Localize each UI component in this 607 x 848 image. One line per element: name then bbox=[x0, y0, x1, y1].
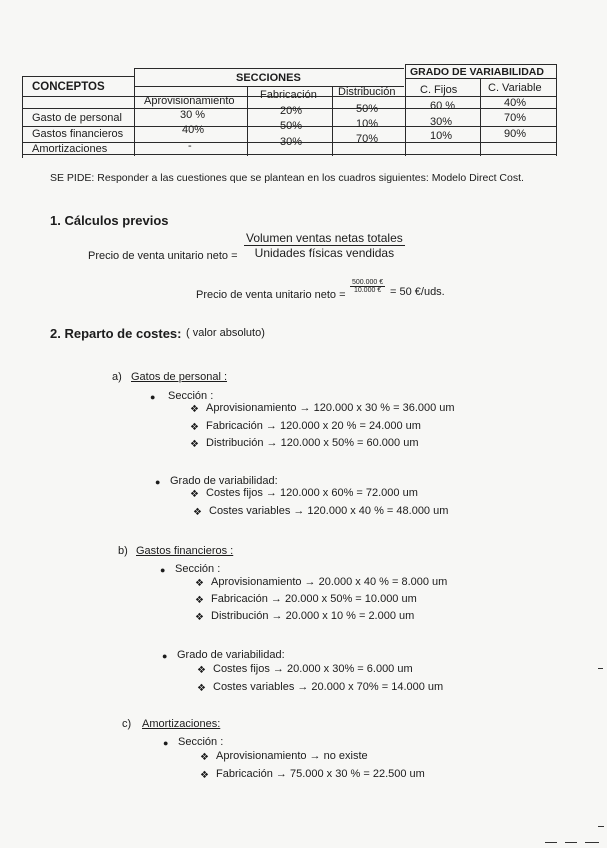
calc-line: Costes fijos → 20.000 x 30% = 6.000 um bbox=[213, 663, 413, 675]
scan-mark bbox=[598, 668, 603, 669]
table-rule bbox=[134, 68, 404, 69]
cost-distribution-table bbox=[22, 62, 557, 162]
calc-line: Aprovisionamiento → 20.000 x 40 % = 8.000 um bbox=[211, 576, 448, 588]
bullet-icon: ● bbox=[155, 477, 161, 487]
header-secciones: SECCIONES bbox=[236, 72, 301, 84]
cell-aprov: 40% bbox=[182, 124, 205, 136]
row-concept: Amortizaciones bbox=[32, 143, 108, 155]
table-rule bbox=[247, 86, 248, 156]
cell-fab: 30% bbox=[280, 136, 303, 148]
scan-mark bbox=[585, 842, 599, 843]
calc-line: Aprovisionamiento → 120.000 x 30 % = 36.000 um bbox=[206, 402, 455, 414]
diamond-bullet-icon: ❖ bbox=[195, 578, 204, 589]
cell-var: 90% bbox=[504, 128, 527, 140]
calc-line: Distribución → 120.000 x 50% = 60.000 um bbox=[206, 437, 419, 449]
grado-label: Grado de variabilidad: bbox=[170, 475, 278, 487]
row-concept: Gasto de personal bbox=[32, 112, 122, 124]
table-rule bbox=[332, 86, 333, 156]
diamond-bullet-icon: ❖ bbox=[197, 683, 206, 694]
section-1-title: 1. Cálculos previos bbox=[50, 213, 169, 228]
seccion-label: Sección : bbox=[178, 736, 224, 748]
table-rule bbox=[22, 76, 23, 158]
cell-aprov: 30 % bbox=[180, 109, 206, 121]
section-2-title: 2. Reparto de costes: bbox=[50, 326, 182, 341]
item-b-label: b) bbox=[118, 545, 128, 557]
table-rule bbox=[405, 78, 557, 79]
formula-denominator: Unidades físicas vendidas bbox=[254, 246, 395, 260]
formula-numerator: Volumen ventas netas totales bbox=[246, 231, 403, 245]
cell-fijos: 60 % bbox=[430, 100, 456, 112]
table-rule bbox=[405, 64, 557, 65]
calc-line: Fabricación → 120.000 x 20 % = 24.000 um bbox=[206, 420, 421, 432]
calc-line: Costes variables → 20.000 x 70% = 14.000 um bbox=[213, 681, 444, 693]
scan-mark bbox=[598, 826, 604, 827]
cell-fijos: 30% bbox=[430, 116, 453, 128]
diamond-bullet-icon: ❖ bbox=[190, 404, 199, 415]
subheader-c-fijos: C. Fijos bbox=[420, 84, 458, 96]
diamond-bullet-icon: ❖ bbox=[200, 752, 209, 763]
bullet-icon: ● bbox=[160, 565, 166, 575]
subheader-aprovisionamiento: Aprovisionamiento bbox=[144, 95, 235, 107]
table-rule bbox=[22, 76, 134, 77]
formula-fraction bbox=[244, 231, 405, 260]
cell-fab: 20% bbox=[280, 105, 303, 117]
calc-line: Distribución → 20.000 x 10 % = 2.000 um bbox=[211, 610, 415, 622]
diamond-bullet-icon: ❖ bbox=[190, 439, 199, 450]
diamond-bullet-icon: ❖ bbox=[197, 665, 206, 676]
item-b-title: Gastos financieros : bbox=[136, 545, 234, 557]
cell-dist: 50% bbox=[356, 103, 379, 115]
section-2-note: ( valor absoluto) bbox=[186, 327, 265, 339]
item-a-label: a) bbox=[112, 371, 122, 383]
diamond-bullet-icon: ❖ bbox=[190, 489, 199, 500]
bullet-icon: ● bbox=[162, 651, 168, 661]
calc-denominator: 10.000 € bbox=[353, 287, 382, 294]
subheader-c-variable: C. Variable bbox=[488, 82, 542, 94]
cell-fab: 50% bbox=[280, 120, 303, 132]
item-c-label: c) bbox=[122, 718, 132, 730]
table-rule bbox=[556, 64, 557, 156]
grado-label: Grado de variabilidad: bbox=[177, 649, 285, 661]
table-rule bbox=[480, 78, 481, 156]
cell-var: 70% bbox=[504, 112, 527, 124]
table-rule bbox=[134, 68, 135, 156]
cell-var: 40% bbox=[504, 97, 527, 109]
calc-line: Costes variables → 120.000 x 40 % = 48.000 um bbox=[209, 505, 449, 517]
cell-fijos: 10% bbox=[430, 130, 453, 142]
bullet-icon: ● bbox=[163, 738, 169, 748]
diamond-bullet-icon: ❖ bbox=[195, 612, 204, 623]
subheader-fabricacion: Fabricación bbox=[260, 89, 317, 101]
calc-numerator: 500.000 € bbox=[352, 279, 384, 286]
calc-line: Fabricación → 75.000 x 30 % = 22.500 um bbox=[216, 768, 425, 780]
table-rule bbox=[405, 64, 406, 156]
diamond-bullet-icon: ❖ bbox=[193, 507, 202, 518]
item-a-title: Gatos de personal : bbox=[131, 371, 228, 383]
cell-dist: 10% bbox=[356, 118, 379, 130]
scan-mark bbox=[565, 842, 577, 843]
bullet-icon: ● bbox=[150, 392, 156, 402]
row-concept: Gastos financieros bbox=[32, 128, 124, 140]
calc-label: Precio de venta unitario neto = bbox=[196, 289, 346, 301]
header-conceptos: CONCEPTOS bbox=[32, 81, 105, 93]
calc-line: Aprovisionamiento → no existe bbox=[216, 750, 368, 762]
diamond-bullet-icon: ❖ bbox=[195, 595, 204, 606]
formula-label: Precio de venta unitario neto = bbox=[88, 250, 238, 262]
cell-dist: 70% bbox=[356, 133, 379, 145]
header-grado-variabilidad: GRADO DE VARIABILIDAD bbox=[410, 66, 544, 78]
calc-fraction bbox=[350, 279, 385, 294]
scan-mark bbox=[545, 842, 557, 843]
diamond-bullet-icon: ❖ bbox=[200, 770, 209, 781]
cell-aprov: - bbox=[188, 140, 192, 152]
seccion-label: Sección : bbox=[175, 563, 221, 575]
calc-line: Fabricación → 20.000 x 50% = 10.000 um bbox=[211, 593, 417, 605]
calc-result: = 50 €/uds. bbox=[390, 286, 445, 298]
item-c-title: Amortizaciones: bbox=[142, 718, 221, 730]
subheader-distribucion: Distribución bbox=[338, 86, 396, 98]
intro-statement: SE PIDE: Responder a las cuestiones que se plantean en los cuadros siguientes: Modelo Direct Cost. bbox=[50, 172, 524, 184]
diamond-bullet-icon: ❖ bbox=[190, 422, 199, 433]
calc-line: Costes fijos → 120.000 x 60% = 72.000 um bbox=[206, 487, 418, 499]
seccion-label: Sección : bbox=[168, 390, 214, 402]
